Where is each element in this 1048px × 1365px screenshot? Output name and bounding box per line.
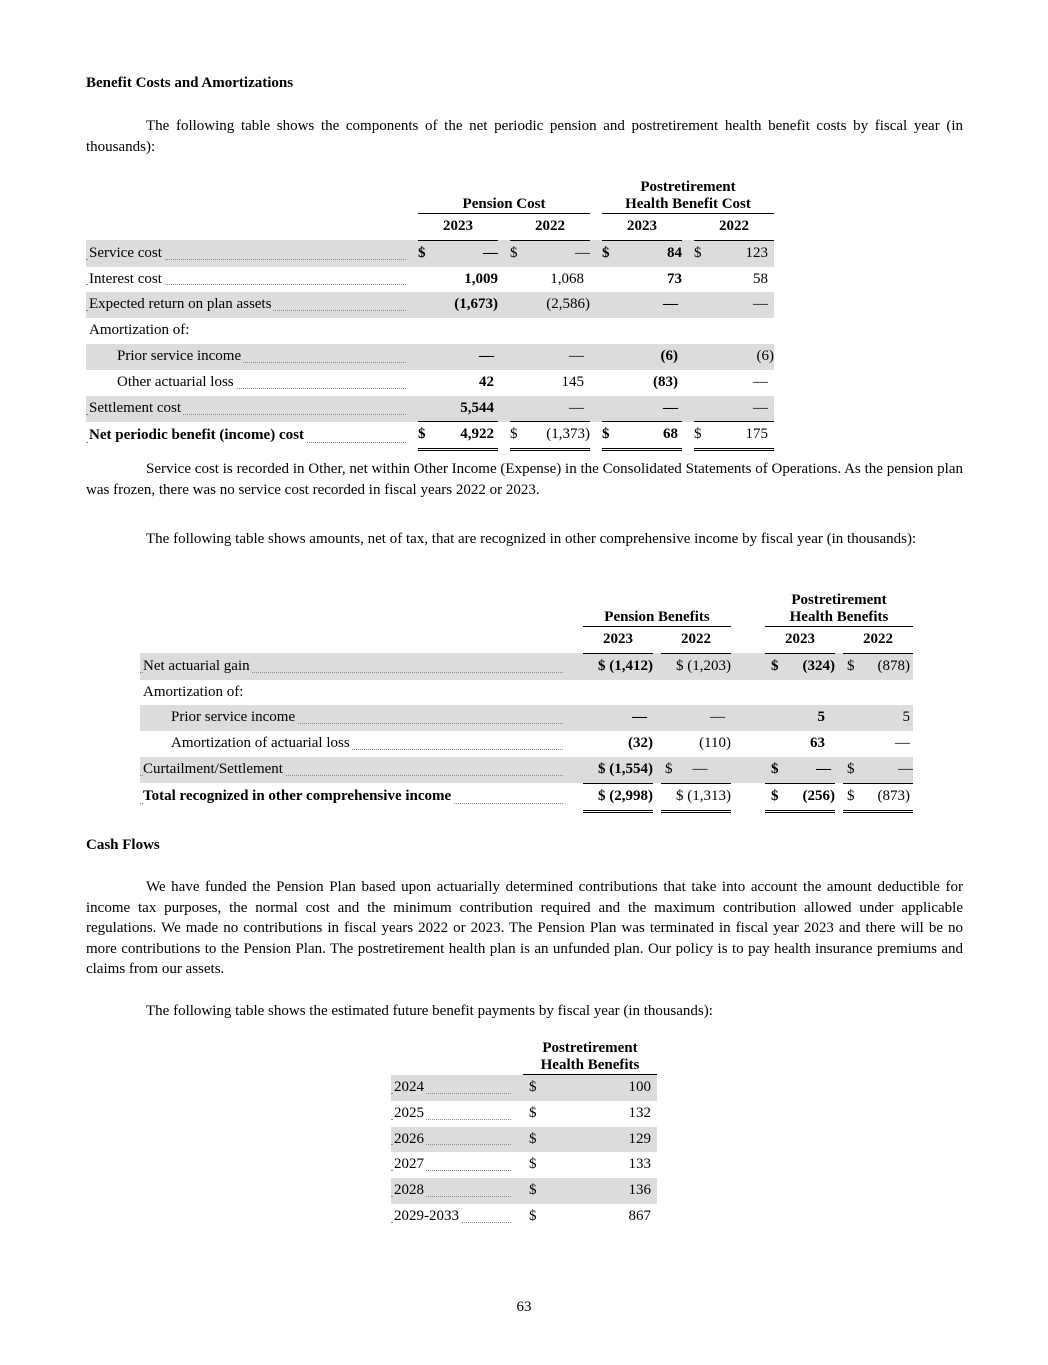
- pension-benefits-header: Pension Benefits: [583, 588, 731, 627]
- table-row: 2025 $ 132: [391, 1101, 657, 1127]
- table-row: Other actuarial loss 42 145 (83) —: [117, 373, 768, 390]
- table-row: 2024 $ 100: [391, 1075, 657, 1101]
- table-row: Prior service income — — 5 5: [140, 705, 913, 731]
- table-row: 2026 $ 129: [391, 1127, 657, 1153]
- table-row: Curtailment/Settlement $ (1,554) $ — $ — $ —: [140, 757, 913, 783]
- net-periodic-cost-table: [86, 175, 774, 451]
- table-row: Net actuarial gain $ (1,412) $ (1,203) $ (324) $ (878): [140, 653, 913, 679]
- table-row: Settlement cost 5,544 — — —: [86, 396, 774, 422]
- pension-cost-header: Pension Cost: [418, 175, 590, 214]
- year-header: 2023: [418, 214, 498, 241]
- table-row: Service cost $ — $ — $ 84 $ 123: [86, 240, 774, 266]
- postretirement-cost-header: Postretirement Health Benefit Cost: [602, 175, 774, 214]
- table-row: Prior service income — — (6) (6): [86, 344, 774, 370]
- cash-flows-paragraph: We have funded the Pension Plan based upon actuarially determined contributions that take into account the amount deductible for income tax purposes, the normal cost and the minimum contribution required and the maximum contribution allowed under applicable regulations. We made no contributions in fiscal years 2022 or 2023. The Pension Plan was terminated in fiscal year 2023 and there will be no more contributions to the Pension Plan. The postretirement health plan is an unfunded plan. Our policy is to pay health insurance premiums and claims from our assets.: [86, 879, 963, 977]
- year-header: 2023: [765, 627, 835, 654]
- future-benefit-payments-table: [391, 1036, 657, 1230]
- service-cost-note: Service cost is recorded in Other, net within Other Income (Expense) in the Consolidated Statements of Operations. As the pension plan was frozen, there was no service cost recorded in fiscal years 2022 or 2023.: [86, 461, 963, 498]
- oci-table: [140, 588, 913, 813]
- year-header: 2023: [602, 214, 682, 241]
- intro-paragraph-benefit-costs: The following table shows the components of the net periodic pension and postretirement health benefit costs by fiscal year (in thousands):: [86, 118, 963, 155]
- table-row: Amortization of actuarial loss (32) (110) 63 —: [171, 735, 910, 752]
- section-heading-benefit-costs: Benefit Costs and Amortizations: [86, 75, 294, 91]
- year-header: 2022: [843, 627, 913, 654]
- table-row: Expected return on plan assets (1,673) (2,586) — —: [86, 292, 774, 318]
- table-row: 2029-2033 $ 867: [391, 1204, 657, 1230]
- table-row-total: Total recognized in other comprehensive income $ (2,998) $ (1,313) $ (256) $ (873): [140, 783, 913, 811]
- year-header: 2022: [694, 214, 774, 241]
- postretirement-health-header: Postretirement Health Benefits: [540, 1040, 640, 1073]
- year-header: 2022: [661, 627, 731, 654]
- page-number: 63: [516, 1299, 532, 1315]
- year-header: 2023: [583, 627, 653, 654]
- year-header: 2022: [510, 214, 590, 241]
- table-row: 2028 $ 136: [391, 1178, 657, 1204]
- section-heading-cash-flows: Cash Flows: [86, 837, 160, 853]
- table-row: Amortization of:: [143, 683, 244, 700]
- future-payments-intro: The following table shows the estimated future benefit payments by fiscal year (in thousands):: [146, 1003, 713, 1019]
- postretirement-benefits-header: Postretirement Health Benefits: [765, 588, 913, 627]
- intro-paragraph-oci: The following table shows amounts, net of tax, that are recognized in other comprehensive income by fiscal year (in thousands):: [146, 531, 917, 547]
- table-row-total: Net periodic benefit (income) cost $ 4,922 $ (1,373) $ 68 $ 175: [86, 422, 774, 450]
- table-row: Interest cost 1,009 1,068 73 58: [86, 267, 774, 293]
- table-row: 2027 $ 133: [391, 1152, 657, 1178]
- table-row: Amortization of:: [89, 322, 190, 339]
